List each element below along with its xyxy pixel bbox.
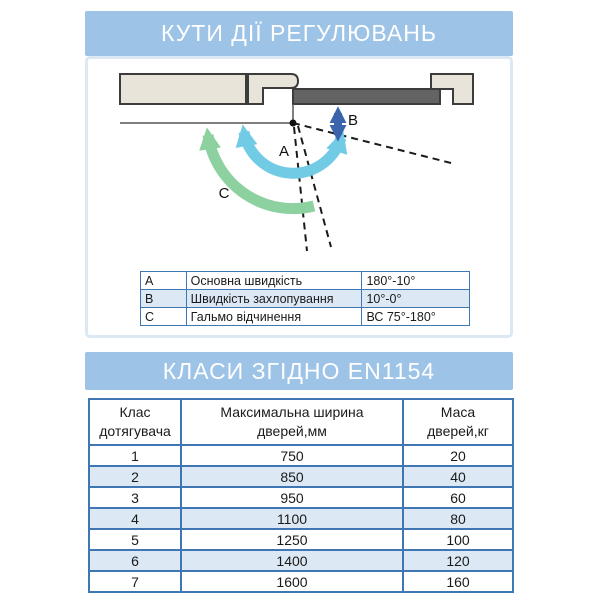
class-cell: 5	[89, 529, 181, 550]
table-row	[89, 550, 513, 571]
width-cell: 1400	[181, 550, 403, 571]
angle-key: B	[141, 290, 187, 308]
door-leaf	[293, 89, 440, 104]
table-row	[89, 466, 513, 487]
label-c: C	[218, 185, 230, 202]
table-row	[141, 290, 470, 308]
width-cell: 750	[181, 445, 403, 466]
width-cell: 1100	[181, 508, 403, 529]
classes-table	[88, 398, 514, 593]
table-row	[141, 272, 470, 290]
table-row	[89, 571, 513, 592]
angle-value: 180°-10°	[362, 272, 470, 290]
main-speed-arc-arrow	[244, 132, 341, 173]
class-cell: 7	[89, 571, 181, 592]
mass-cell: 100	[403, 529, 513, 550]
hinge-pivot-point	[290, 120, 297, 127]
dashed-line-10deg	[293, 123, 451, 163]
mass-cell: 80	[403, 508, 513, 529]
width-cell: 1250	[181, 529, 403, 550]
table-row	[89, 508, 513, 529]
angles-section-title: КУТИ ДІЇ РЕГУЛЮВАНЬ	[85, 11, 513, 56]
width-cell: 950	[181, 487, 403, 508]
class-cell: 4	[89, 508, 181, 529]
col-header-class: Клас дотягувача	[89, 399, 181, 445]
table-row	[89, 529, 513, 550]
class-cell: 1	[89, 445, 181, 466]
angle-value: ВС 75°-180°	[362, 308, 470, 326]
classes-section-title: КЛАСИ ЗГІДНО EN1154	[85, 352, 513, 390]
col-header-max-width: Максимальна ширина дверей,мм	[181, 399, 403, 445]
class-cell: 2	[89, 466, 181, 487]
angle-name: Швидкість захлопування	[186, 290, 362, 308]
angles-legend-table	[140, 271, 470, 326]
mass-cell: 40	[403, 466, 513, 487]
mass-cell: 60	[403, 487, 513, 508]
angle-key: C	[141, 308, 187, 326]
table-row	[89, 445, 513, 466]
table-row	[89, 487, 513, 508]
width-cell: 1600	[181, 571, 403, 592]
dashed-line-closed-2	[298, 126, 331, 247]
mass-cell: 120	[403, 550, 513, 571]
label-b: B	[347, 112, 359, 129]
class-cell: 3	[89, 487, 181, 508]
class-cell: 6	[89, 550, 181, 571]
table-header-row	[89, 399, 513, 445]
width-cell: 850	[181, 466, 403, 487]
dashed-line-closed-1	[294, 127, 307, 251]
mass-cell: 20	[403, 445, 513, 466]
col-header-mass: Маса дверей,кг	[403, 399, 513, 445]
angle-name: Основна швидкість	[186, 272, 362, 290]
table-row	[141, 308, 470, 326]
angle-value: 10°-0°	[362, 290, 470, 308]
angle-key: A	[141, 272, 187, 290]
label-a: A	[278, 143, 290, 160]
angle-name: Гальмо відчинення	[186, 308, 362, 326]
wall-left-section	[120, 74, 246, 104]
frame-middle-section	[248, 74, 298, 104]
angles-diagram-panel	[85, 56, 513, 338]
mass-cell: 160	[403, 571, 513, 592]
